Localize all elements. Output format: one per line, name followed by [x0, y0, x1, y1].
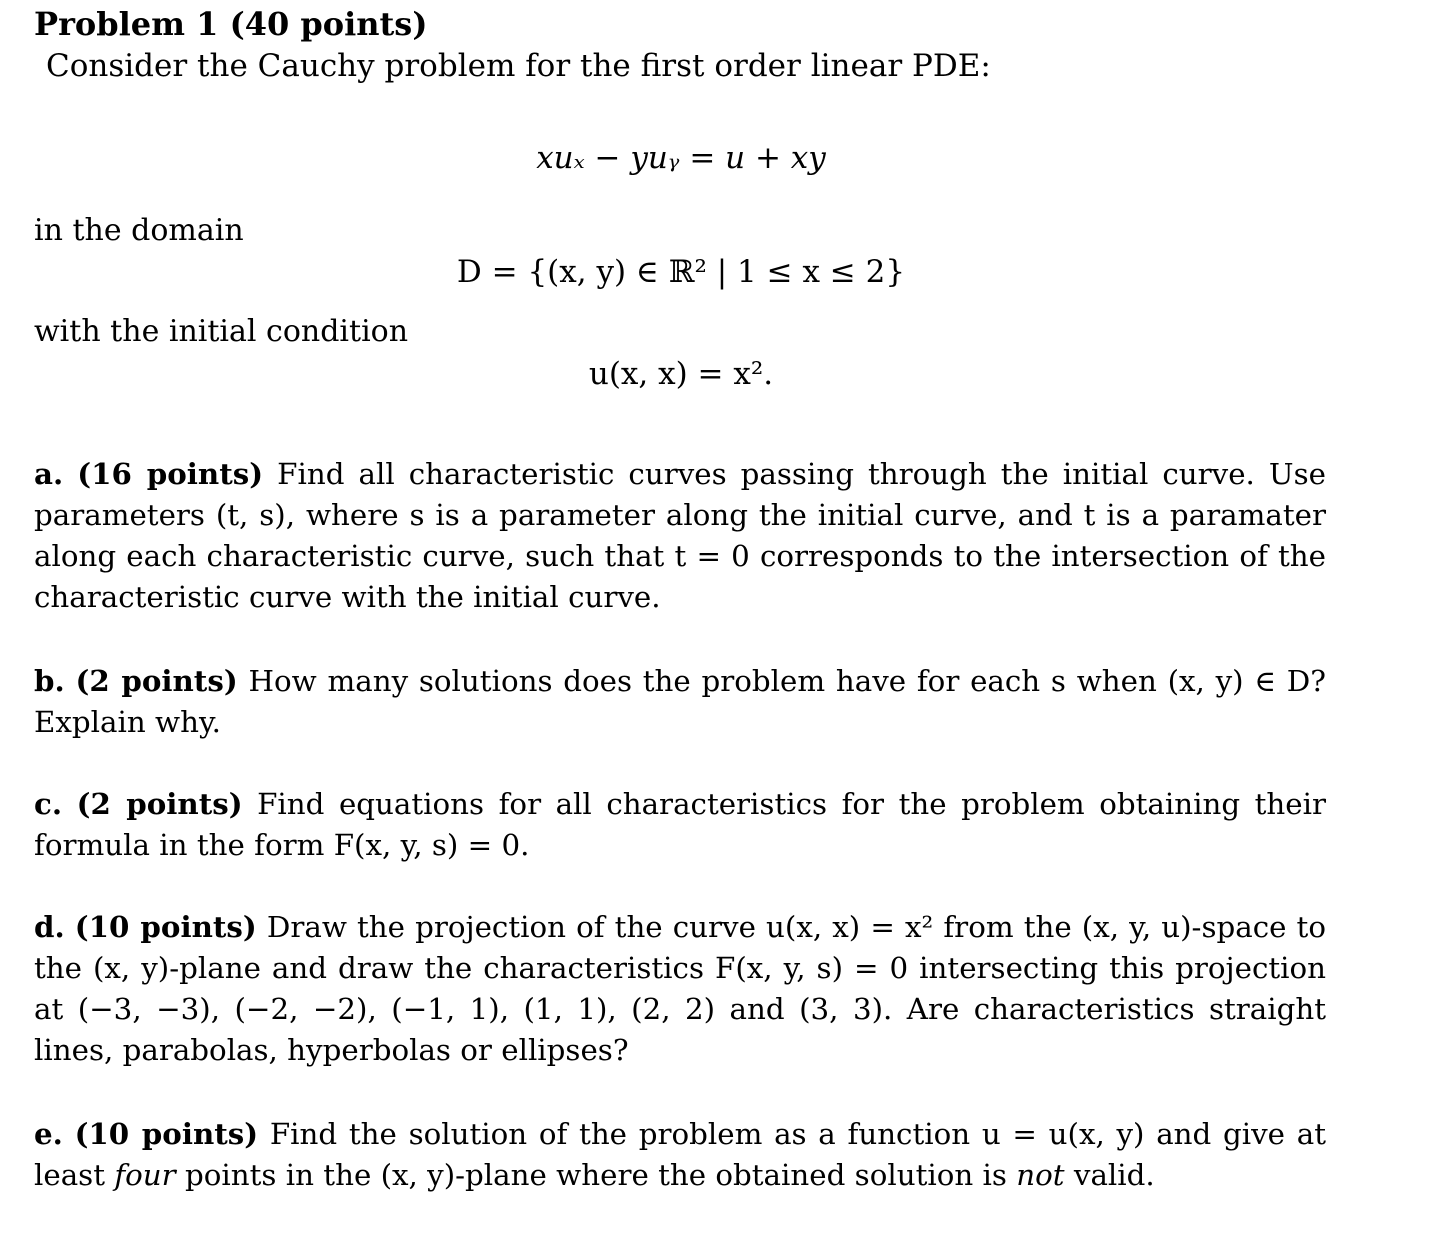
part-c-text: Find equations for all characteristics for the problem obtaining their formula in the form F(x, y, s) = 0. [34, 787, 1326, 862]
domain-equation: D = {(x, y) ∈ ℝ² | 1 ≤ x ≤ 2} [456, 254, 906, 290]
domain-label: in the domain [34, 213, 244, 248]
part-e-text-before: Find the solution of the problem as a function u = u(x, y) and give at least [34, 1117, 1326, 1192]
part-e-emphasis-not: not [1016, 1158, 1065, 1192]
part-b-text: How many solutions does the problem have for each s when (x, y) ∈ D? Explain why. [34, 664, 1326, 739]
part-d [34, 906, 1326, 1071]
pde-equation: xuₓ − yuᵧ = u + xy [536, 140, 826, 176]
part-b-points: (2 points) [75, 663, 238, 698]
problem-intro: Consider the Cauchy problem for the first order linear PDE: [46, 48, 991, 84]
condition-label: with the initial condition [34, 314, 409, 349]
part-e-label: e. [34, 1116, 63, 1151]
part-c-points: (2 points) [76, 786, 243, 821]
part-a-points: (16 points) [77, 456, 264, 491]
part-e-text-middle: points in the (x, y)-plane where the obtained solution is [185, 1158, 1007, 1192]
initial-condition-equation: u(x, x) = x². [588, 356, 774, 392]
part-d-label: d. [34, 909, 65, 944]
part-e-text-after: valid. [1073, 1158, 1155, 1192]
part-a-label: a. [34, 456, 64, 491]
part-a [34, 453, 1326, 618]
part-e-points: (10 points) [74, 1116, 259, 1151]
part-b [34, 660, 1326, 743]
part-e [34, 1113, 1326, 1196]
part-d-points: (10 points) [74, 909, 257, 944]
part-b-label: b. [34, 663, 65, 698]
part-a-text: Find all characteristic curves passing through the initial curve. Use parameters (t, s), where s is a parameter along the initial curve, and t is a paramater along each characteristic curve, such that t = 0 corresponds to the intersection of the characteristic curve with the initial curve. [34, 457, 1326, 614]
part-c [34, 783, 1326, 866]
part-d-text: Draw the projection of the curve u(x, x) = x² from the (x, y, u)-space to the (x, y)-plane and draw the characteristics F(x, y, s) = 0 intersecting this projection at (−3, −3), (−2, −2), (−1, 1), (1, 1), (2, 2) and (3, 3). Are characteristics straight lines, parabolas, hyperbolas or ellipses? [34, 910, 1326, 1067]
part-c-label: c. [34, 786, 63, 821]
problem-title: Problem 1 (40 points) [34, 5, 428, 43]
part-e-emphasis-four: four [114, 1158, 176, 1192]
